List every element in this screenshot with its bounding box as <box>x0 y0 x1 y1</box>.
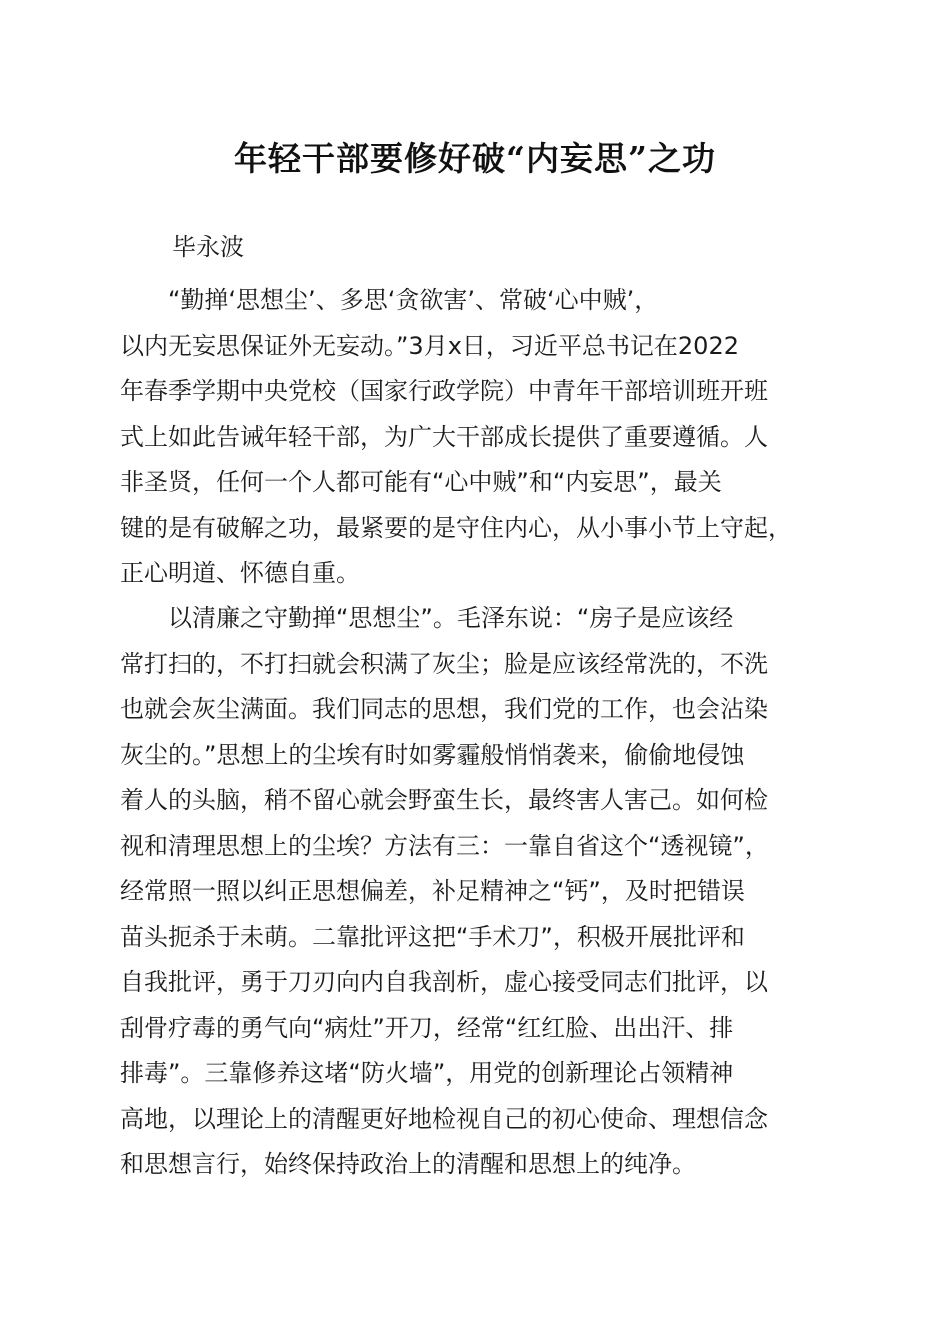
article-author: 毕永波 <box>172 233 244 261</box>
paragraph-line: “勤掸‘思想尘’、多思‘贪欲害’、常破‘心中贼’， <box>120 286 659 314</box>
paragraph-line: 正心明道、怀德自重。 <box>120 559 360 587</box>
paragraph-line: 和思想言行，始终保持政治上的清醒和思想上的纯净。 <box>120 1150 696 1178</box>
article-title: 年轻干部要修好破“内妄思”之功 <box>234 139 716 178</box>
paragraph-line: 刮骨疗毒的勇气向“病灶”开刀，经常“红红脸、出出汗、排 <box>120 1013 734 1042</box>
paragraph-line: 视和清理思想上的尘埃？方法有三：一靠自省这个“透视镜”， <box>120 831 769 860</box>
paragraph-2 <box>120 596 832 1188</box>
paragraph-line: 键的是有破解之功，最紧要的是守住内心，从小事小节上守起， <box>120 513 792 542</box>
paragraph-line: 经常照一照以纠正思想偏差，补足精神之“钙”，及时把错误 <box>120 877 745 905</box>
paragraph-line: 着人的头脑，稍不留心就会野蛮生长，最终害人害己。如何检 <box>120 786 768 814</box>
paragraph-line: 灰尘的。”思想上的尘埃有时如雾霾般悄悄袭来，偷偷地侵蚀 <box>120 740 745 769</box>
paragraph-line: 非圣贤，任何一个人都可能有“心中贼”和“内妄思”，最关 <box>120 468 722 496</box>
paragraph-line: 高地，以理论上的清醒更好地检视自己的初心使命、理想信念 <box>120 1104 768 1133</box>
paragraph-1 <box>120 278 832 597</box>
paragraph-line: 以内无妄思保证外无妄动。”3月x日，习近平总书记在2022 <box>120 331 739 360</box>
paragraph-line: 排毒”。三靠修养这堵“防火墙”，用党的创新理论占领精神 <box>120 1059 734 1087</box>
paragraph-line: 自我批评，勇于刀刃向内自我剖析，虚心接受同志们批评，以 <box>120 968 768 996</box>
paragraph-line: 式上如此告诫年轻干部，为广大干部成长提供了重要遵循。人 <box>120 422 768 451</box>
paragraph-line: 年春季学期中央党校（国家行政学院）中青年干部培训班开班 <box>120 377 768 405</box>
paragraph-line: 以清廉之守勤掸“思想尘”。毛泽东说：“房子是应该经 <box>120 604 734 632</box>
paragraph-line: 常打扫的，不打扫就会积满了灰尘；脸是应该经常洗的，不洗 <box>120 649 768 678</box>
paragraph-line: 苗头扼杀于未萌。二靠批评这把“手术刀”，积极开展批评和 <box>120 922 745 951</box>
paragraph-line: 也就会灰尘满面。我们同志的思想，我们党的工作，也会沾染 <box>120 695 768 723</box>
